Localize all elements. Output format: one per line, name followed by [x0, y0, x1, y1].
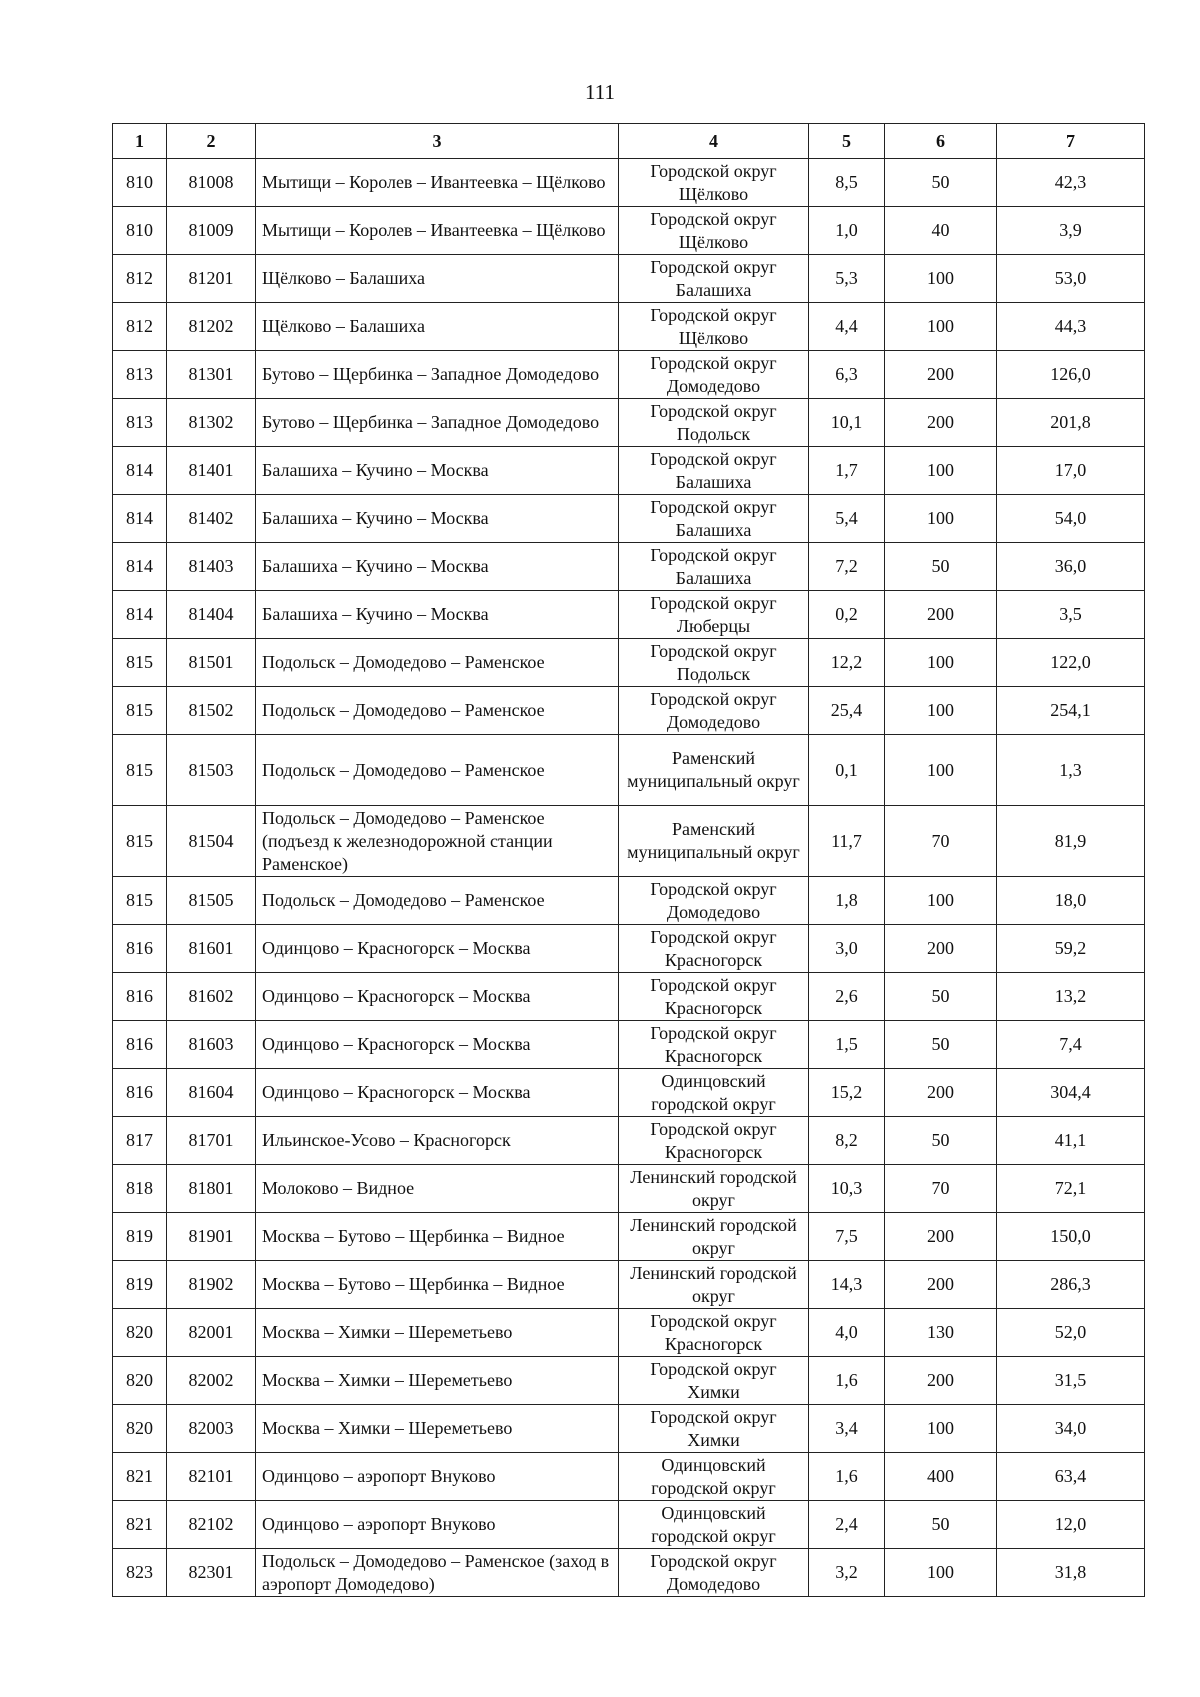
cell-col-5: 11,7	[809, 806, 885, 877]
cell-col-2: 82301	[167, 1549, 256, 1597]
cell-col-1: 823	[113, 1549, 167, 1597]
table-row	[113, 806, 1145, 877]
cell-col-5: 5,4	[809, 495, 885, 543]
table-row	[113, 351, 1145, 399]
cell-col-5: 14,3	[809, 1261, 885, 1309]
cell-col-2: 82001	[167, 1309, 256, 1357]
cell-col-7: 41,1	[997, 1117, 1145, 1165]
cell-col-1: 816	[113, 1069, 167, 1117]
cell-col-2: 81902	[167, 1261, 256, 1309]
table-row	[113, 639, 1145, 687]
cell-col-4: Городской округ Красногорск	[619, 1021, 809, 1069]
cell-col-3: Ильинское-Усово – Красногорск	[256, 1117, 619, 1165]
cell-col-7: 1,3	[997, 735, 1145, 806]
cell-col-5: 8,2	[809, 1117, 885, 1165]
cell-col-4: Одинцовский городской округ	[619, 1069, 809, 1117]
cell-col-6: 200	[885, 1069, 997, 1117]
cell-col-7: 54,0	[997, 495, 1145, 543]
cell-col-4: Одинцовский городской округ	[619, 1501, 809, 1549]
cell-col-6: 200	[885, 1213, 997, 1261]
cell-col-4: Городской округ Щёлково	[619, 303, 809, 351]
cell-col-2: 81404	[167, 591, 256, 639]
cell-col-5: 1,0	[809, 207, 885, 255]
page-number: 111	[585, 80, 615, 104]
cell-col-6: 200	[885, 591, 997, 639]
table-row	[113, 1069, 1145, 1117]
cell-col-7: 53,0	[997, 255, 1145, 303]
table-row	[113, 1405, 1145, 1453]
cell-col-2: 81301	[167, 351, 256, 399]
cell-col-4: Городской округ Люберцы	[619, 591, 809, 639]
cell-col-6: 200	[885, 351, 997, 399]
cell-col-7: 150,0	[997, 1213, 1145, 1261]
cell-col-6: 40	[885, 207, 997, 255]
cell-col-5: 10,1	[809, 399, 885, 447]
cell-col-7: 12,0	[997, 1501, 1145, 1549]
cell-col-5: 4,4	[809, 303, 885, 351]
cell-col-7: 304,4	[997, 1069, 1145, 1117]
cell-col-4: Городской округ Подольск	[619, 399, 809, 447]
cell-col-2: 81505	[167, 877, 256, 925]
cell-col-4: Городской округ Домодедово	[619, 1549, 809, 1597]
cell-col-1: 815	[113, 806, 167, 877]
cell-col-2: 81604	[167, 1069, 256, 1117]
cell-col-7: 126,0	[997, 351, 1145, 399]
cell-col-3: Щёлково – Балашиха	[256, 255, 619, 303]
table-row	[113, 1357, 1145, 1405]
column-header-6: 6	[885, 124, 997, 159]
cell-col-1: 814	[113, 591, 167, 639]
cell-col-1: 815	[113, 687, 167, 735]
column-header-5: 5	[809, 124, 885, 159]
cell-col-3: Бутово – Щербинка – Западное Домодедово	[256, 399, 619, 447]
cell-col-5: 6,3	[809, 351, 885, 399]
cell-col-4: Городской округ Красногорск	[619, 1117, 809, 1165]
table-row	[113, 735, 1145, 806]
table-row	[113, 543, 1145, 591]
cell-col-1: 813	[113, 399, 167, 447]
cell-col-3: Балашиха – Кучино – Москва	[256, 543, 619, 591]
cell-col-2: 82101	[167, 1453, 256, 1501]
cell-col-4: Ленинский городской округ	[619, 1213, 809, 1261]
cell-col-7: 36,0	[997, 543, 1145, 591]
table-row	[113, 159, 1145, 207]
cell-col-6: 100	[885, 255, 997, 303]
cell-col-1: 812	[113, 255, 167, 303]
cell-col-7: 122,0	[997, 639, 1145, 687]
cell-col-1: 815	[113, 639, 167, 687]
cell-col-1: 820	[113, 1357, 167, 1405]
table-row	[113, 925, 1145, 973]
table-row	[113, 207, 1145, 255]
cell-col-3: Балашиха – Кучино – Москва	[256, 495, 619, 543]
cell-col-5: 3,4	[809, 1405, 885, 1453]
cell-col-7: 44,3	[997, 303, 1145, 351]
cell-col-6: 100	[885, 687, 997, 735]
cell-col-1: 815	[113, 735, 167, 806]
cell-col-6: 100	[885, 639, 997, 687]
cell-col-3: Подольск – Домодедово – Раменское (подъезд к железнодорожной станции Раменское)	[256, 806, 619, 877]
cell-col-5: 3,0	[809, 925, 885, 973]
cell-col-7: 72,1	[997, 1165, 1145, 1213]
table-row	[113, 591, 1145, 639]
cell-col-4: Городской округ Балашиха	[619, 447, 809, 495]
table-row	[113, 1165, 1145, 1213]
cell-col-3: Бутово – Щербинка – Западное Домодедово	[256, 351, 619, 399]
cell-col-3: Одинцово – Красногорск – Москва	[256, 1021, 619, 1069]
cell-col-7: 7,4	[997, 1021, 1145, 1069]
cell-col-1: 815	[113, 877, 167, 925]
cell-col-6: 70	[885, 1165, 997, 1213]
table-row	[113, 973, 1145, 1021]
cell-col-6: 50	[885, 159, 997, 207]
cell-col-1: 821	[113, 1453, 167, 1501]
cell-col-2: 81602	[167, 973, 256, 1021]
cell-col-4: Городской округ Балашиха	[619, 255, 809, 303]
cell-col-3: Подольск – Домодедово – Раменское	[256, 877, 619, 925]
table-row	[113, 1501, 1145, 1549]
cell-col-6: 50	[885, 1117, 997, 1165]
cell-col-3: Одинцово – Красногорск – Москва	[256, 925, 619, 973]
table-row	[113, 1213, 1145, 1261]
cell-col-4: Городской округ Подольск	[619, 639, 809, 687]
cell-col-3: Мытищи – Королев – Ивантеевка – Щёлково	[256, 159, 619, 207]
cell-col-1: 812	[113, 303, 167, 351]
cell-col-6: 130	[885, 1309, 997, 1357]
cell-col-3: Молоково – Видное	[256, 1165, 619, 1213]
cell-col-5: 1,6	[809, 1357, 885, 1405]
cell-col-1: 820	[113, 1309, 167, 1357]
cell-col-4: Городской округ Балашиха	[619, 543, 809, 591]
cell-col-6: 70	[885, 806, 997, 877]
cell-col-4: Городской округ Щёлково	[619, 207, 809, 255]
cell-col-2: 81008	[167, 159, 256, 207]
cell-col-1: 816	[113, 925, 167, 973]
cell-col-1: 816	[113, 973, 167, 1021]
column-header-3: 3	[256, 124, 619, 159]
table-row	[113, 877, 1145, 925]
cell-col-4: Раменский муниципальный округ	[619, 806, 809, 877]
cell-col-6: 200	[885, 1261, 997, 1309]
cell-col-4: Городской округ Химки	[619, 1357, 809, 1405]
column-header-1: 1	[113, 124, 167, 159]
cell-col-5: 1,5	[809, 1021, 885, 1069]
cell-col-5: 2,4	[809, 1501, 885, 1549]
cell-col-1: 810	[113, 159, 167, 207]
column-header-4: 4	[619, 124, 809, 159]
cell-col-2: 81403	[167, 543, 256, 591]
cell-col-2: 81201	[167, 255, 256, 303]
cell-col-2: 81603	[167, 1021, 256, 1069]
cell-col-4: Городской округ Балашиха	[619, 495, 809, 543]
cell-col-5: 4,0	[809, 1309, 885, 1357]
cell-col-7: 59,2	[997, 925, 1145, 973]
cell-col-3: Подольск – Домодедово – Раменское	[256, 687, 619, 735]
table-row	[113, 255, 1145, 303]
cell-col-7: 201,8	[997, 399, 1145, 447]
cell-col-1: 814	[113, 447, 167, 495]
cell-col-3: Одинцово – аэропорт Внуково	[256, 1453, 619, 1501]
cell-col-7: 31,8	[997, 1549, 1145, 1597]
cell-col-6: 50	[885, 543, 997, 591]
cell-col-2: 81202	[167, 303, 256, 351]
cell-col-7: 3,9	[997, 207, 1145, 255]
cell-col-5: 1,8	[809, 877, 885, 925]
table-row	[113, 1549, 1145, 1597]
cell-col-3: Балашиха – Кучино – Москва	[256, 447, 619, 495]
cell-col-1: 813	[113, 351, 167, 399]
cell-col-3: Подольск – Домодедово – Раменское	[256, 735, 619, 806]
cell-col-5: 25,4	[809, 687, 885, 735]
cell-col-6: 100	[885, 877, 997, 925]
cell-col-3: Подольск – Домодедово – Раменское	[256, 639, 619, 687]
cell-col-3: Москва – Химки – Шереметьево	[256, 1309, 619, 1357]
cell-col-4: Городской округ Щёлково	[619, 159, 809, 207]
cell-col-7: 254,1	[997, 687, 1145, 735]
cell-col-3: Мытищи – Королев – Ивантеевка – Щёлково	[256, 207, 619, 255]
table-row	[113, 495, 1145, 543]
cell-col-1: 816	[113, 1021, 167, 1069]
cell-col-4: Ленинский городской округ	[619, 1261, 809, 1309]
cell-col-1: 819	[113, 1213, 167, 1261]
cell-col-4: Раменский муниципальный округ	[619, 735, 809, 806]
cell-col-1: 814	[113, 495, 167, 543]
cell-col-2: 82102	[167, 1501, 256, 1549]
cell-col-7: 52,0	[997, 1309, 1145, 1357]
cell-col-1: 821	[113, 1501, 167, 1549]
cell-col-4: Городской округ Домодедово	[619, 687, 809, 735]
cell-col-7: 63,4	[997, 1453, 1145, 1501]
cell-col-6: 50	[885, 1021, 997, 1069]
cell-col-6: 50	[885, 1501, 997, 1549]
cell-col-6: 400	[885, 1453, 997, 1501]
cell-col-2: 82003	[167, 1405, 256, 1453]
cell-col-3: Москва – Химки – Шереметьево	[256, 1405, 619, 1453]
cell-col-7: 42,3	[997, 159, 1145, 207]
cell-col-3: Одинцово – Красногорск – Москва	[256, 1069, 619, 1117]
cell-col-1: 819	[113, 1261, 167, 1309]
cell-col-4: Городской округ Красногорск	[619, 973, 809, 1021]
cell-col-5: 12,2	[809, 639, 885, 687]
cell-col-3: Одинцово – Красногорск – Москва	[256, 973, 619, 1021]
cell-col-5: 1,7	[809, 447, 885, 495]
cell-col-4: Городской округ Домодедово	[619, 351, 809, 399]
cell-col-3: Подольск – Домодедово – Раменское (заход в аэропорт Домодедово)	[256, 1549, 619, 1597]
table-row	[113, 1453, 1145, 1501]
cell-col-7: 286,3	[997, 1261, 1145, 1309]
cell-col-2: 81501	[167, 639, 256, 687]
cell-col-6: 200	[885, 925, 997, 973]
cell-col-3: Москва – Химки – Шереметьево	[256, 1357, 619, 1405]
cell-col-1: 810	[113, 207, 167, 255]
table-row	[113, 1261, 1145, 1309]
cell-col-7: 18,0	[997, 877, 1145, 925]
cell-col-4: Городской округ Домодедово	[619, 877, 809, 925]
cell-col-3: Балашиха – Кучино – Москва	[256, 591, 619, 639]
cell-col-5: 2,6	[809, 973, 885, 1021]
cell-col-4: Ленинский городской округ	[619, 1165, 809, 1213]
cell-col-6: 100	[885, 447, 997, 495]
cell-col-2: 81701	[167, 1117, 256, 1165]
cell-col-7: 17,0	[997, 447, 1145, 495]
column-header-7: 7	[997, 124, 1145, 159]
cell-col-4: Городской округ Красногорск	[619, 1309, 809, 1357]
cell-col-6: 100	[885, 735, 997, 806]
table-row	[113, 1021, 1145, 1069]
table-row	[113, 1309, 1145, 1357]
table-row	[113, 687, 1145, 735]
cell-col-2: 82002	[167, 1357, 256, 1405]
cell-col-7: 81,9	[997, 806, 1145, 877]
cell-col-4: Одинцовский городской округ	[619, 1453, 809, 1501]
cell-col-1: 820	[113, 1405, 167, 1453]
cell-col-3: Москва – Бутово – Щербинка – Видное	[256, 1213, 619, 1261]
cell-col-5: 10,3	[809, 1165, 885, 1213]
cell-col-6: 200	[885, 399, 997, 447]
cell-col-1: 814	[113, 543, 167, 591]
cell-col-2: 81302	[167, 399, 256, 447]
cell-col-1: 817	[113, 1117, 167, 1165]
cell-col-5: 7,2	[809, 543, 885, 591]
cell-col-6: 100	[885, 495, 997, 543]
cell-col-5: 8,5	[809, 159, 885, 207]
table-row	[113, 399, 1145, 447]
cell-col-7: 13,2	[997, 973, 1145, 1021]
cell-col-6: 50	[885, 973, 997, 1021]
table-row	[113, 1117, 1145, 1165]
cell-col-4: Городской округ Химки	[619, 1405, 809, 1453]
cell-col-6: 100	[885, 1549, 997, 1597]
cell-col-3: Одинцово – аэропорт Внуково	[256, 1501, 619, 1549]
cell-col-3: Щёлково – Балашиха	[256, 303, 619, 351]
cell-col-2: 81502	[167, 687, 256, 735]
cell-col-7: 3,5	[997, 591, 1145, 639]
cell-col-5: 5,3	[809, 255, 885, 303]
cell-col-2: 81801	[167, 1165, 256, 1213]
cell-col-6: 100	[885, 1405, 997, 1453]
cell-col-5: 1,6	[809, 1453, 885, 1501]
cell-col-5: 7,5	[809, 1213, 885, 1261]
cell-col-2: 81009	[167, 207, 256, 255]
column-header-2: 2	[167, 124, 256, 159]
cell-col-6: 200	[885, 1357, 997, 1405]
cell-col-6: 100	[885, 303, 997, 351]
cell-col-2: 81401	[167, 447, 256, 495]
road-table	[112, 123, 1145, 1597]
cell-col-2: 81901	[167, 1213, 256, 1261]
table-row	[113, 303, 1145, 351]
table-header-row	[113, 124, 1145, 159]
cell-col-5: 0,1	[809, 735, 885, 806]
cell-col-5: 0,2	[809, 591, 885, 639]
cell-col-1: 818	[113, 1165, 167, 1213]
cell-col-2: 81402	[167, 495, 256, 543]
cell-col-2: 81503	[167, 735, 256, 806]
table-row	[113, 447, 1145, 495]
cell-col-5: 3,2	[809, 1549, 885, 1597]
cell-col-2: 81601	[167, 925, 256, 973]
table-body	[113, 159, 1145, 1597]
cell-col-2: 81504	[167, 806, 256, 877]
cell-col-3: Москва – Бутово – Щербинка – Видное	[256, 1261, 619, 1309]
cell-col-7: 31,5	[997, 1357, 1145, 1405]
cell-col-7: 34,0	[997, 1405, 1145, 1453]
cell-col-5: 15,2	[809, 1069, 885, 1117]
cell-col-4: Городской округ Красногорск	[619, 925, 809, 973]
